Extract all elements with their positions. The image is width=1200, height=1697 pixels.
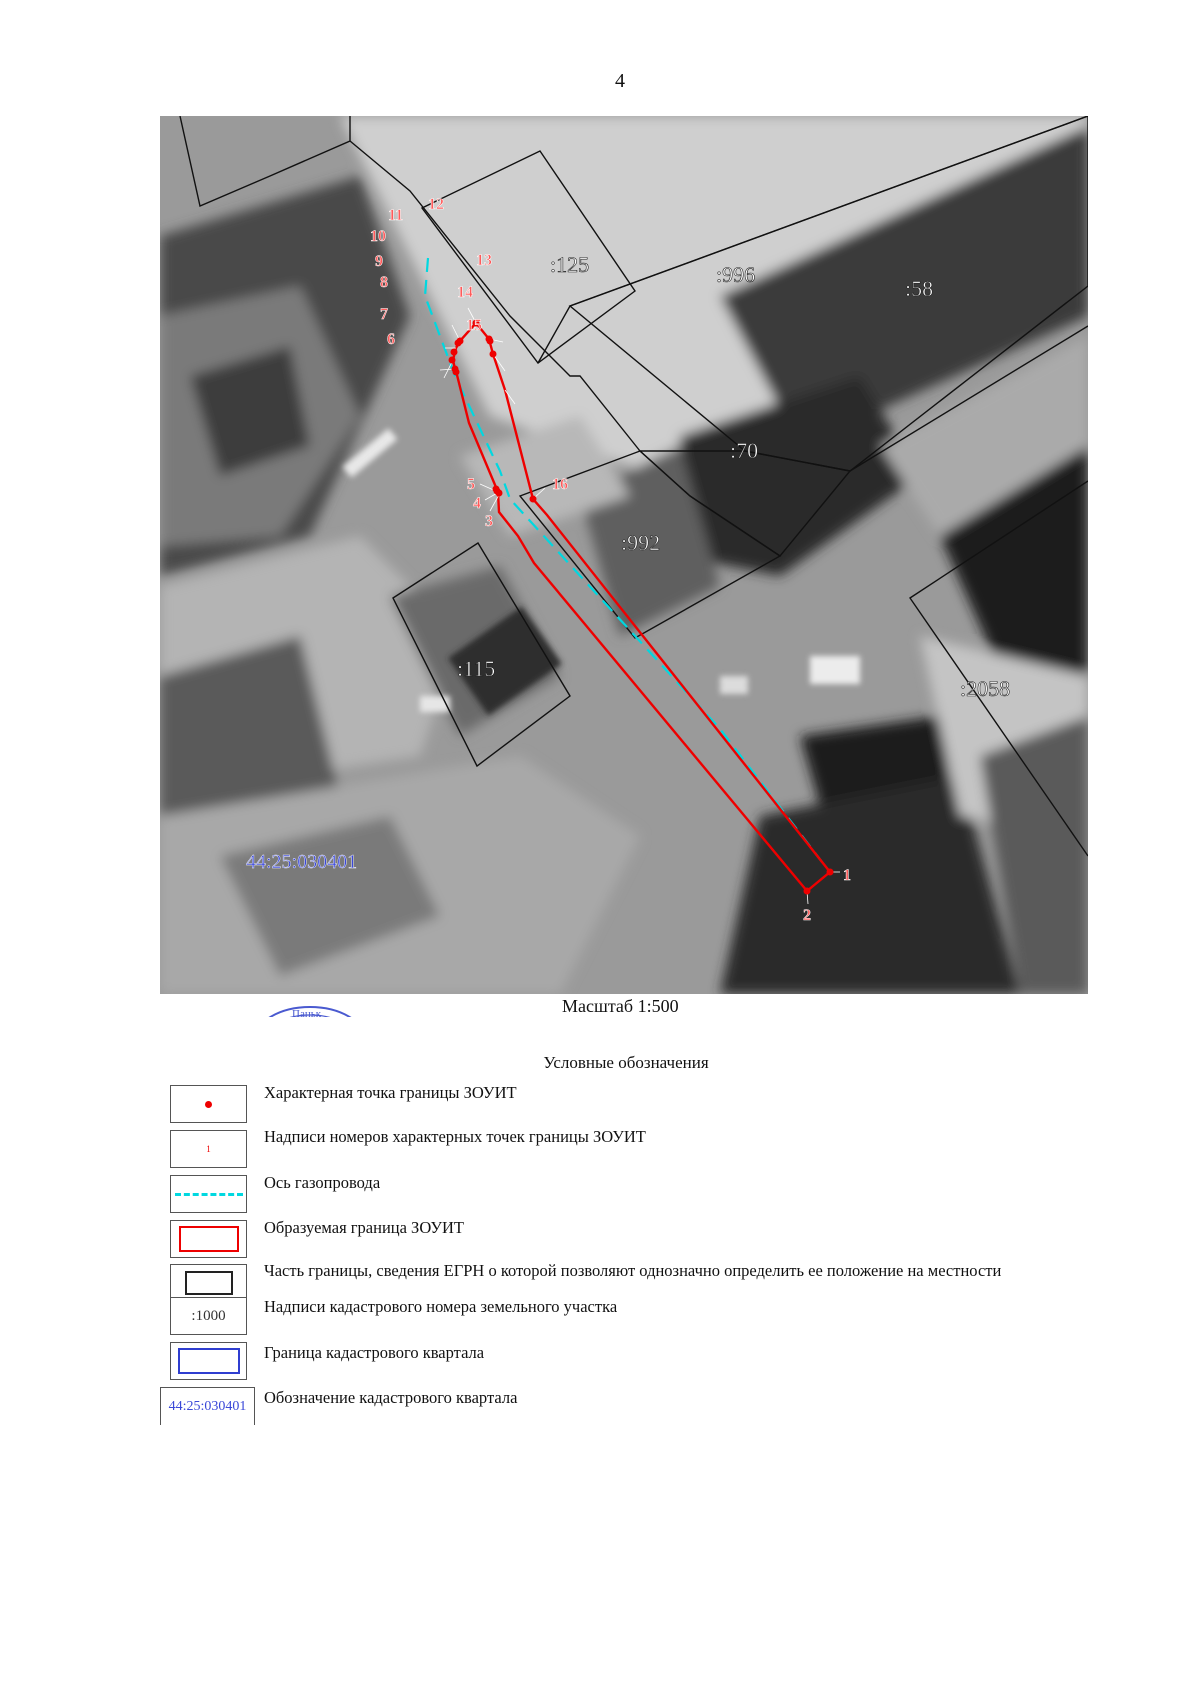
point-14 (487, 338, 494, 345)
point-1 (827, 869, 834, 876)
parcel-label-115: :115 (457, 656, 496, 681)
legend-sample-parcel-number: :1000 (191, 1307, 226, 1324)
legend-symbol-quarter-boundary (170, 1342, 247, 1380)
legend-text-parcel-number: Надписи кадастрового номера земельного участка (264, 1297, 618, 1316)
point-label-8: 8 (380, 274, 388, 291)
legend-symbol-axis (170, 1175, 247, 1213)
legend-text-quarter-label: Обозначение кадастрового квартала (264, 1388, 518, 1407)
point-label-9: 9 (375, 253, 383, 270)
point-label-10: 10 (370, 228, 386, 245)
point-label-12: 12 (428, 196, 444, 213)
point-label-2: 2 (803, 907, 811, 924)
point-label-16: 16 (552, 476, 568, 493)
blue-rect-icon (178, 1348, 240, 1374)
point-label-11: 11 (388, 207, 404, 224)
stamp (250, 1001, 370, 1017)
point-label-14: 14 (457, 284, 473, 301)
parcel-label-58: :58 (905, 276, 934, 301)
black-rect-icon (185, 1271, 233, 1295)
parcel-label-996: :996 (716, 262, 756, 287)
legend-symbol-point-number (170, 1130, 247, 1168)
point-label-5: 5 (467, 476, 475, 493)
legend-sample-point-number: 1 (206, 1144, 211, 1154)
quarter-label: 44:25:030401 (246, 851, 358, 873)
parcel-label-70: :70 (730, 438, 759, 463)
point-7 (452, 366, 459, 373)
point-label-3: 3 (485, 513, 493, 530)
legend-text-point-number: Надписи номеров характерных точек границы ЗОУИТ (264, 1127, 646, 1146)
legend-symbol-zouit (170, 1220, 247, 1258)
point-5 (493, 486, 500, 493)
legend-symbol-quarter-label (160, 1387, 255, 1425)
point-15 (490, 351, 497, 358)
legend-sample-quarter: 44:25:030401 (168, 1398, 247, 1414)
point-2 (804, 888, 811, 895)
cyan-dash-icon (175, 1193, 243, 1196)
parcel-label-125: :125 (550, 252, 590, 277)
point-label-7: 7 (380, 306, 388, 323)
map-scale: Масштаб 1:500 (562, 996, 679, 1016)
point-16 (530, 496, 537, 503)
point-label-15: 15 (466, 317, 482, 334)
point-label-6: 6 (387, 331, 395, 348)
point-label-4: 4 (473, 495, 481, 512)
parcel-label-992: :992 (621, 530, 661, 555)
point-11 (457, 338, 464, 345)
point-label-1: 1 (843, 867, 851, 884)
stamp-seal (250, 1001, 370, 1017)
point-9 (451, 349, 458, 356)
legend-symbol-red-dot (170, 1085, 247, 1123)
legend-text-zouit: Образуемая граница ЗОУИТ (264, 1218, 464, 1237)
red-dot-icon (205, 1101, 212, 1108)
legend-text-egrn: Часть границы, сведения ЕГРН о которой позволяют однозначно определить ее положение на местности (264, 1261, 1002, 1280)
cadastral-map (160, 116, 1088, 994)
point-label-13: 13 (476, 252, 492, 269)
legend-title: Условные обозначения (543, 1053, 709, 1072)
point-8 (449, 357, 456, 364)
stamp-text: Паньк (292, 1008, 322, 1017)
red-rect-icon (179, 1226, 239, 1252)
legend-text-point: Характерная точка границы ЗОУИТ (264, 1083, 517, 1102)
legend-text-quarter-boundary: Граница кадастрового квартала (264, 1343, 485, 1362)
parcel-label-2058: :2058 (960, 676, 1011, 701)
page-number: 4 (615, 70, 625, 92)
legend-symbol-parcel-number (170, 1297, 247, 1335)
map-svg (160, 116, 1088, 994)
legend-text-axis: Ось газопровода (264, 1173, 381, 1192)
